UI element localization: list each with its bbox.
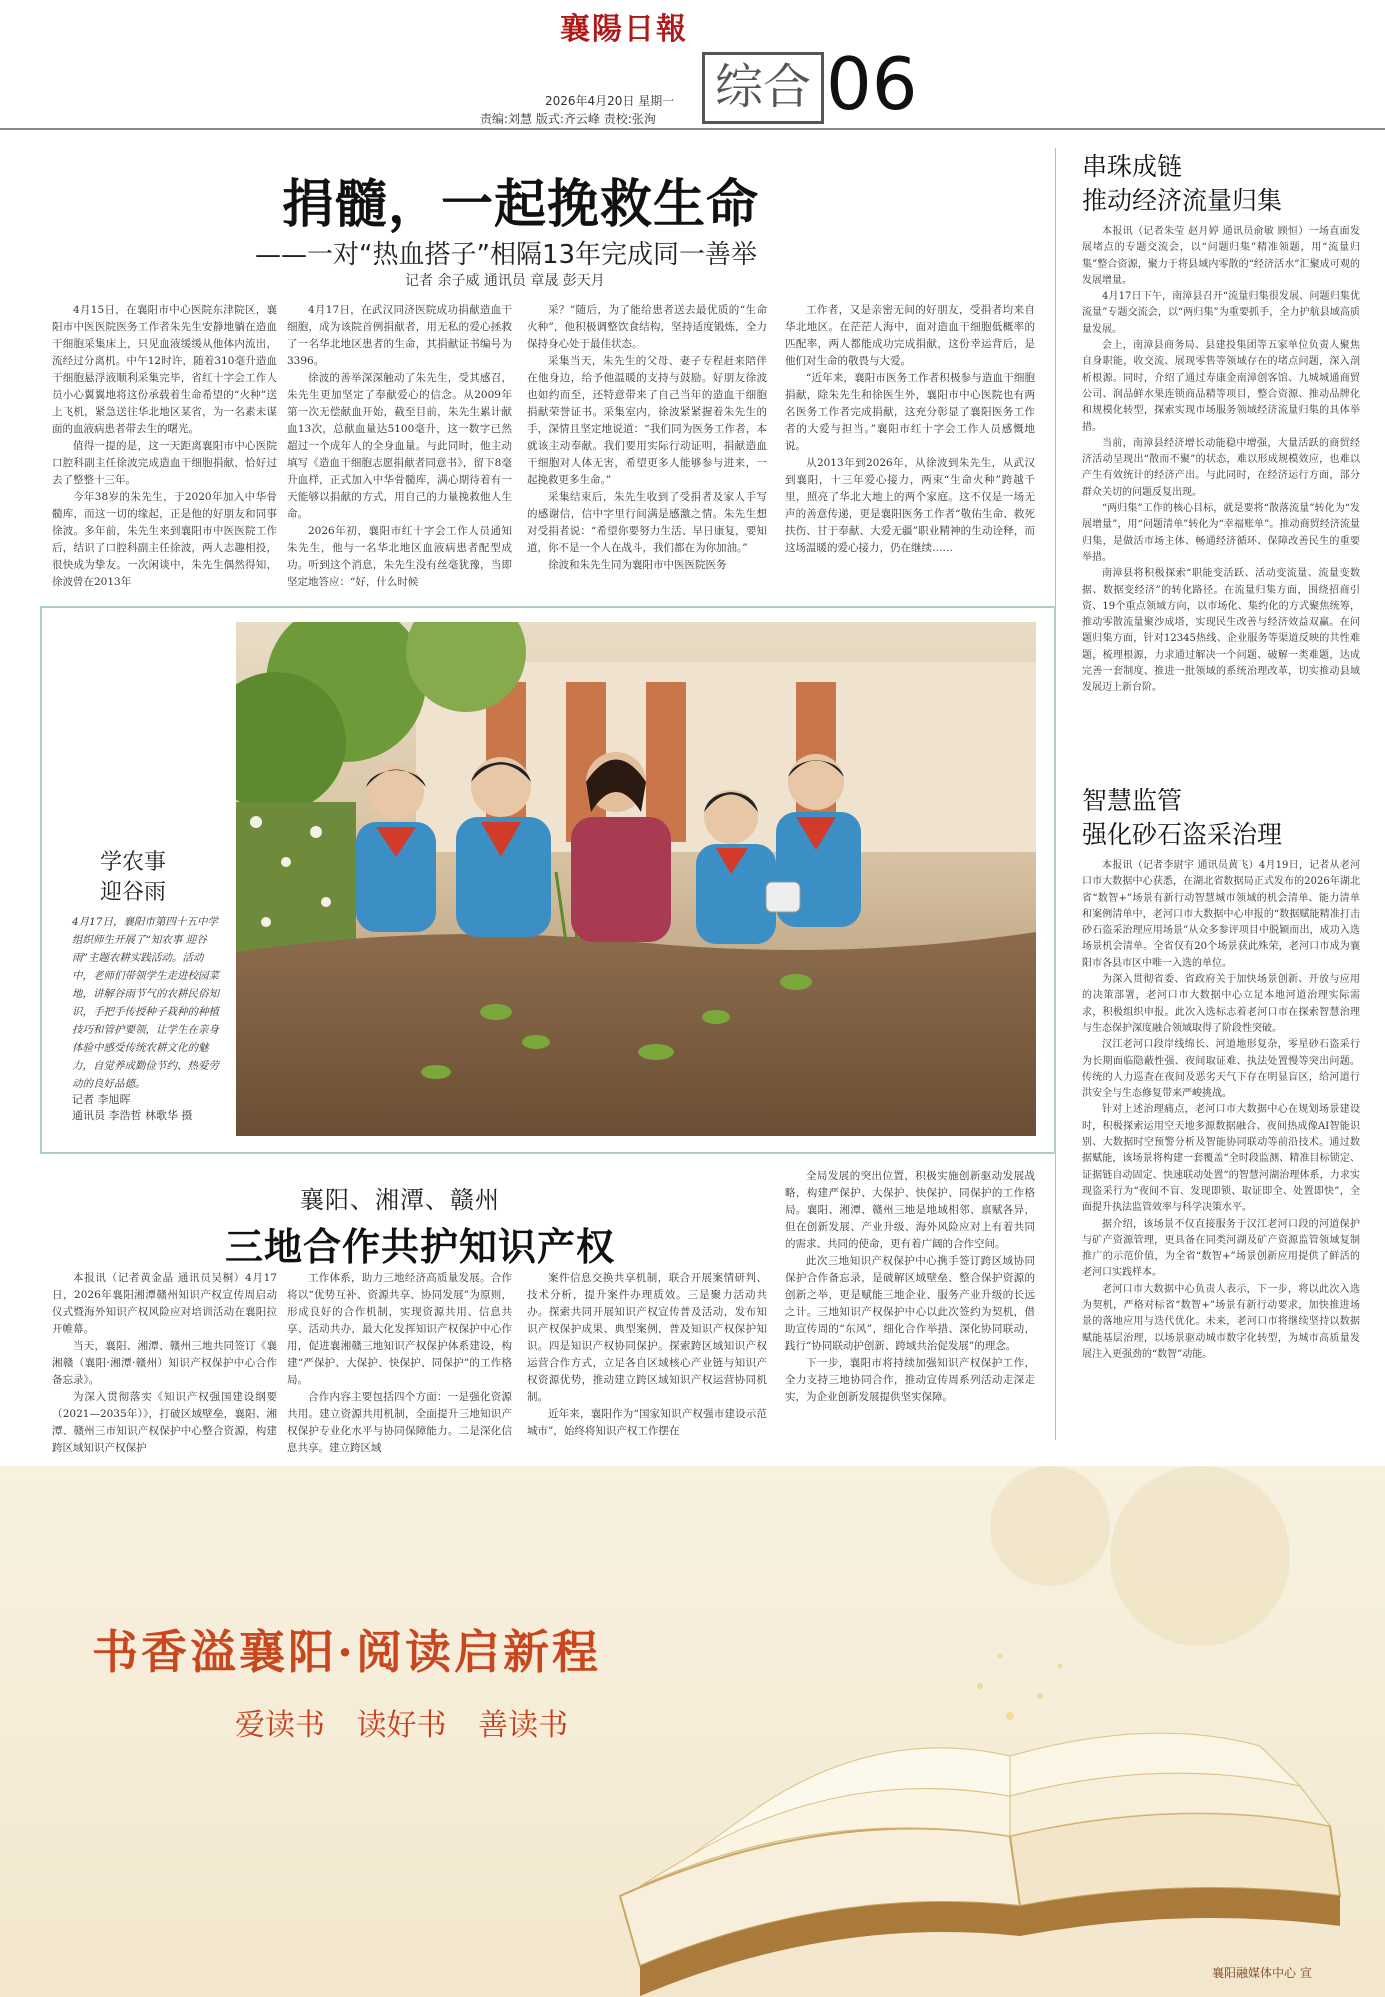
photo-credit-reporter: 记者 李旭晖 — [72, 1093, 131, 1106]
paragraph: 本报讯（记者朱莹 赵月婷 通讯员俞敏 顾恒）一场直面发展堵点的专题交流会，以“问题归集”精准领题，用“流量归集”整合资源，聚力于将县域内零散的“经济活水”汇聚成可观的发展增量。 — [1082, 226, 1360, 286]
paragraph: 汉江老河口段岸线绵长、河道地形复杂，零星砂石盗采行为长期面临隐蔽性强、夜间取证难、执法处置慢等突出问题。传统的人力巡查在夜间及恶劣天气下存在明显盲区，给河道行洪安全与生态修复带来严峻挑战。 — [1082, 1039, 1360, 1100]
paragraph: 本报讯（记者黄金晶 通讯员吴桐）4月17日，2026年襄阳湘潭赣州知识产权宣传周启动仪式暨海外知识产权风险应对培训活动在襄阳拉开帷幕。 — [52, 1272, 277, 1335]
lead-subheadline: ——一对“热血搭子”相隔13年完成同一善举 — [255, 240, 758, 270]
ad-slogan: 读好书 — [356, 1708, 447, 1743]
right-article-1-title-line-1: 串珠成链 — [1082, 152, 1183, 181]
paragraph: 4月17日下午，南漳县召开“流量归集很发展、问题归集优流量”专题交流会，以“两归集”为重要抓手，全力护航县域高质量发展。 — [1082, 291, 1360, 335]
header-rule — [0, 128, 1385, 130]
photo-story-title — [100, 848, 166, 908]
photo-credit — [72, 1092, 232, 1124]
paragraph: 4月15日，在襄阳市中心医院东津院区，襄阳市中医医院医务工作者朱先生安静地躺在造血干细胞采集床上，只见血液缓缓从他体内流出，流经过分离机。中午12时许，随着310毫升造血干细胞悬浮液顺利采集完毕，省红十字会工作人员小心翼翼地将这份承载着生命希望的“火种”送上飞机，紧急送往华北地区某省，为一名素未谋面的血液病患者带去生的曙光。 — [52, 304, 277, 435]
paragraph: 4月17日，在武汉同济医院成功捐献造血干细胞，成为该院首例捐献者，用无私的爱心拯救了一名华北地区患者的生命，其捐献证书编号为3396。 — [287, 304, 512, 367]
paragraph: 从2013年到2026年，从徐波到朱先生，从武汉到襄阳，十三年爱心接力，两束“生命火种”跨越千里，照亮了华北大地上的两个家庭。这不仅是一场无声的善意传递，更是襄阳医务工作者“敬佑生命、救死扶伤、甘于奉献、大爱无疆”职业精神的生动诠释，而这场温暖的爱心接力，仍在继续…… — [785, 457, 1035, 554]
lead-byline: 记者 余子威 通讯员 章晟 彭天月 — [405, 273, 605, 289]
lead-column-4 — [785, 302, 1035, 557]
editor-credits: 责编:刘慧 版式:齐云峰 责校:张洵 — [480, 112, 656, 126]
reading-campaign-ad — [0, 1466, 1385, 1997]
paragraph: 案件信息交换共享机制，联合开展案情研判、技术分析，提升案件办理质效。三是聚力活动共办。探索共同开展知识产权宣传普及活动，发布知识产权保护成果、典型案例，普及知识产权保护知识。四是知识产权协同保护。探索跨区域知识产权运营合作方式，立足各自区域核心产业链与知识产权资源优势，推动建立跨区域知识产权运营协同机制。 — [527, 1272, 767, 1403]
paragraph: 当前，南漳县经济增长动能稳中增强，大量活跃的商贸经济活动呈现出“散而不聚”的状态，难以形成规模效应，也难以产生有效统计的经济产出。与此同时，在经济运行方面，部分群众关切的问题反复出现。 — [1082, 437, 1360, 498]
paragraph: 据介绍，该场景不仅直接服务于汉江老河口段的河道保护与矿产资源管理，更具备在同类河湖及矿产资源监管领域复制推广的示范价值，为全省“数智+”场景创新应用提供了鲜活的老河口实践样本。 — [1082, 1218, 1360, 1279]
farm-scene-illustration — [236, 622, 1036, 1136]
ad-slogans — [235, 1700, 590, 1744]
paragraph: 2026年初，襄阳市红十字会工作人员通知朱先生，他与一名华北地区血液病患者配型成功。听到这个消息，朱先生没有丝毫犹豫，当即坚定地答应：“好，什么时候 — [287, 525, 512, 588]
paragraph: “两归集”工作的核心目标，就是要将“散落流量”转化为“发展增量”，用“问题清单”转化为“幸福账单”。推动商贸经济流量归集，是做活市场主体、畅通经济循环、保障改善民生的重要举措。 — [1082, 503, 1360, 563]
paragraph: 为深入贯彻落实《知识产权强国建设纲要（2021—2035年）》，打破区域壁垒，襄阳、湘潭、赣州三市知识产权保护中心整合资源，构建跨区域知识产权保护 — [52, 1391, 277, 1454]
lead-column-2 — [287, 302, 512, 591]
paragraph: 合作内容主要包括四个方面：一是强化资源共用。建立资源共用机制，全面提升三地知识产权保护专业化水平与协同保障能力。二是深化信息共享。建立跨区域 — [287, 1391, 512, 1454]
paragraph: 针对上述治理痛点，老河口市大数据中心在规划场景建设时，积极探索运用空天地多源数据融合、夜间热成像AI智能识别、大数据时空预警分析及智能协同联动等前沿技术。通过数据赋能，该场景将构建一套覆盖“全时段监测、精准目标锁定、证据链自动固定、快速联动处置”的智慧河湖治理体系，力求实现盗采行为“夜间不盲、发现即锁、取证即全、处置即快”，全面提升执法监管效率与科学决策水平。 — [1082, 1104, 1360, 1214]
page-number: 06 — [826, 42, 918, 126]
ip-article-title: 三地合作共护知识产权 — [225, 1224, 616, 1269]
paragraph: 近年来，襄阳作为“国家知识产权强市建设示范城市”，始终将知识产权工作摆在 — [527, 1408, 767, 1437]
ip-article-kicker: 襄阳、湘潭、赣州 — [300, 1186, 500, 1214]
right-article-1-body — [1082, 224, 1360, 697]
students-planting-photo — [236, 622, 1036, 1136]
right-article-2-title-line-2: 强化砂石盗采治理 — [1082, 820, 1283, 849]
paragraph: 会上，南漳县商务局、县建投集团等五家单位负责人聚焦自身职能，收交流、展现零售等领域存在的堵点问题，深入剖析根源。同时，介绍了通过寿康金南漳创客馆、九城城通商贸公司、润品鲜水果连锁商品精等项目，整合资源、推动品牌化和规模化转型，探索实现市场服务领域经济流量归集的具体举措。 — [1082, 340, 1360, 433]
ip-column-1 — [52, 1270, 277, 1457]
paragraph: 徐波和朱先生同为襄阳市中医医院医务 — [548, 559, 727, 571]
ip-column-3 — [527, 1270, 767, 1440]
lead-column-3 — [527, 302, 767, 574]
paragraph: 采集结束后，朱先生收到了受捐者及家人手写的感谢信，信中字里行间满是感激之情。朱先生想对受捐者说：“希望你要努力生活、早日康复，要知道，你不是一个人在战斗，我们都在为你加油。” — [527, 491, 767, 554]
photo-credit-photographers: 通讯员 李浩哲 林歌华 摄 — [72, 1109, 193, 1122]
right-article-2-title-line-1: 智慧监管 — [1082, 786, 1183, 815]
paragraph: 老河口市大数据中心负责人表示，下一步，将以此次入选为契机，严格对标省“数智+”场景有新行动要求，加快推进场景的落地应用与迭代优化。未来，老河口市将继续坚持以数据赋能基层治理，以场景驱动城市数字化转型，为城市高质量发展注入更强劲的“数智”动能。 — [1082, 1283, 1360, 1360]
ad-sponsor: 襄阳融媒体中心 宣 — [1212, 1966, 1312, 1980]
right-article-1-title — [1082, 150, 1282, 218]
paragraph: 工作者，又是亲密无间的好朋友，受捐者均来自华北地区。在茫茫人海中，面对造血干细胞低概率的匹配率，两人都能成功完成捐献，这份幸运背后，是他们对生命的敬畏与大爱。 — [785, 304, 1035, 367]
paragraph: 徐波的善举深深触动了朱先生，受其感召，朱先生更加坚定了奉献爱心的信念。从2009年第一次无偿献血开始，截至目前，朱先生累计献血13次，总献血量达5100毫升，这一数字已然超过一个成年人的全身血量。与此同时，他主动填写《造血干细胞志愿捐献者同意书》，留下8毫升血样，正式加入中华骨髓库，满心期待着有一天能够以捐献的方式，用自己的力量挽救他人生命。 — [287, 372, 512, 520]
paragraph: 下一步，襄阳市将持续加强知识产权保护工作，全力支持三地协同合作，推动宣传周系列活动走深走实，为企业创新发展提供坚实保障。 — [785, 1357, 1035, 1403]
section-badge: 综合 — [702, 52, 824, 124]
photo-title-line-1: 学农事 — [100, 850, 167, 875]
paragraph: “近年来，襄阳市医务工作者积极参与造血干细胞捐献，除朱先生和徐医生外，襄阳市中心医院也有两名医务工作者完成捐献，这充分彰显了襄阳医务工作者的大爱与担当。”襄阳市红十字会工作人员感慨地说。 — [785, 372, 1035, 452]
open-book-illustration — [0, 1466, 1385, 1997]
lead-headline: 捐髓，一起挽救生命 — [282, 175, 760, 235]
right-article-2-title — [1082, 784, 1282, 852]
paragraph: 为深入贯彻省委、省政府关于加快场景创新、开放与应用的决策部署，老河口市大数据中心立足本地河道治理实际需求，积极组织申报。此次入选标志着老河口市在探索智慧治理与生态保护深度融合领域取得了阶段性突破。 — [1082, 974, 1360, 1034]
issue-date: 2026年4月20日 星期一 — [545, 94, 675, 108]
photo-caption: 4月17日，襄阳市第四十五中学组织师生开展了“知农事 迎谷雨”主题农耕实践活动。活动中，老师们带领学生走进校园菜地，讲解谷雨节气的农耕民俗知识，手把手传授种子栽种的种植技巧和管护要领，让学生在亲身体验中感受传统农耕文化的魅力，自觉养成勤俭节约、热爱劳动的良好品德。 — [72, 916, 219, 1090]
ad-slogan: 善读书 — [478, 1708, 569, 1743]
right-article-2-body — [1082, 858, 1360, 1363]
paragraph: 采？”随后，为了能给患者送去最优质的“生命火种”，他积极调整饮食结构，坚持适度锻炼，全力保持身心处于最佳状态。 — [527, 304, 767, 350]
paragraph: 值得一提的是，这一天距离襄阳市中心医院口腔科副主任徐波完成造血干细胞捐献，恰好过去了整整十三年。 — [52, 440, 277, 486]
ip-column-2 — [287, 1270, 512, 1457]
paragraph: 南漳县将积极探索“职能变活跃、活动变流量、流量变数据、数据变经济”的转化路径。在流量归集方面，围绕招商引资、19个重点领域方向，以市场化、集约化的方式聚焦统筹，推动零散流量聚沙成塔，实现民生改善与经济效益双赢。在问题归集方面，针对12345热线、企业服务等渠道反映的共性难题，梳理根源，力求通过解决一个问题、破解一类难题，达成完善一套制度、推进一批领域的系统治理改革，切实推动县域发展迈上新台阶。 — [1082, 568, 1360, 694]
paragraph: 当天，襄阳、湘潭、赣州三地共同签订《襄湘赣（襄阳·湘潭·赣州）知识产权保护中心合作备忘录》。 — [52, 1340, 277, 1386]
ad-headline: 书香溢襄阳·阅读启新程 — [92, 1625, 602, 1679]
paragraph: 采集当天，朱先生的父母、妻子专程赶来陪伴在他身边，给予他温暖的支持与鼓励。好朋友徐波也如约而至，还特意带来了自己当年的造血干细胞捐献荣誉证书。采集室内，徐波紧紧握着朱先生的手，深情且坚定地说道：“我们同为医务工作者，本就该主动奉献。我们要用实际行动证明，捐献造血干细胞对人体无害，希望更多人能够参与进来，一起挽救更多生命。” — [527, 355, 767, 486]
paragraph: 工作体系，助力三地经济高质量发展。合作将以“优势互补、资源共享、协同发展”为原则，形成良好的合作机制，实现资源共用、信息共享、活动共办，最大化发挥知识产权保护中心作用，促进襄湘赣三地知识产权保护体系建设，构建“严保护、大保护、快保护、同保护”的工作格局。 — [287, 1272, 512, 1386]
lead-column-1 — [52, 302, 277, 591]
photo-title-line-2: 迎谷雨 — [100, 880, 167, 905]
paragraph: 此次三地知识产权保护中心携手签订跨区域协同保护合作备忘录，是破解区域壁垒、整合保护资源的创新之举，更是赋能三地企业、服务产业升级的长远之计。三地知识产权保护中心以此次签约为契机，借助宣传周的“东风”，细化合作举措、深化协同联动，践行“协同联动护创新、跨域共治促发展”的理念。 — [785, 1255, 1035, 1352]
right-article-1-title-line-2: 推动经济流量归集 — [1082, 186, 1283, 215]
ip-column-4 — [785, 1168, 1035, 1406]
ad-slogan: 爱读书 — [235, 1708, 325, 1743]
paragraph: 本报讯（记者李尉宇 通讯员黄飞）4月19日，记者从老河口市大数据中心获悉，在湖北省数据局正式发布的2026年湖北省“数智+”场景有新行动智慧城市领域的机会清单、能力清单和案例清单中，老河口市大数据中心申报的“数据赋能精准打击砂石盗采治理应用场景”从众多参评项目中脱颖而出，成功入选场景机会清单。全省仅有20个场景获此殊荣，老河口市成为襄阳市各县市区中唯一入选的单位。 — [1082, 860, 1360, 969]
newspaper-logo: 襄陽日報 — [560, 12, 688, 47]
paragraph: 今年38岁的朱先生，于2020年加入中华骨髓库，而这一切的缘起，正是他的好朋友和同事徐波。多年前，朱先生来到襄阳市中医医院工作后，结识了口腔科副主任徐波，两人志趣相投，很快成为挚友。一次闲谈中，朱先生偶然得知，徐波曾在2013年 — [52, 491, 277, 588]
paragraph: 全局发展的突出位置，积极实施创新驱动发展战略，构建严保护、大保护、快保护、同保护的工作格局。襄阳、湘潭、赣州三地是地域相邻、禀赋各异，但在创新发展、产业升级、海外风险应对上有着共同的需求、共同的使命，更有着广阔的合作空间。 — [785, 1170, 1035, 1250]
